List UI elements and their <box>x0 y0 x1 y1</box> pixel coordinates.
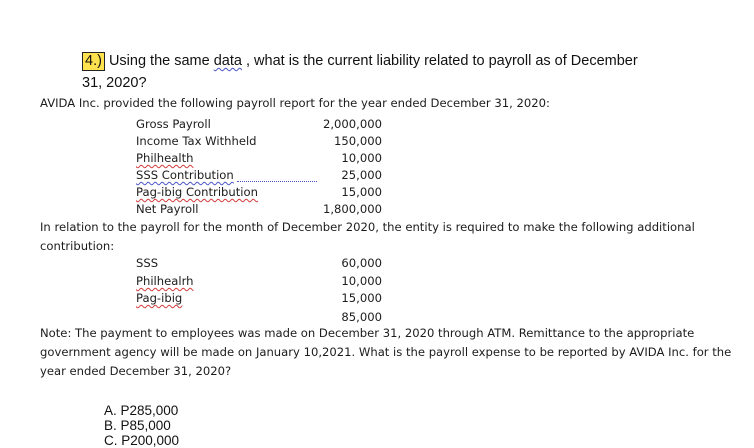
additional-label-philhealth: Philhealrh <box>136 274 194 288</box>
payroll-value-philhealth: 10,000 <box>341 151 382 165</box>
question-text-part1: Using the same <box>104 53 214 69</box>
additional-label-sss: SSS <box>136 256 159 270</box>
additional-label-pag-ibig: Pag-ibig <box>136 291 183 305</box>
additional-total: 85,000 <box>341 310 382 324</box>
payroll-value-gross: 2,000,000 <box>322 117 382 131</box>
question-text-part2: , what is the current liability related to payroll as of December <box>241 53 638 69</box>
payroll-label-philhealth: Philhealth <box>136 151 194 165</box>
choice-a[interactable]: A. P285,000 <box>104 403 179 418</box>
payroll-label-gross: Gross Payroll <box>136 117 211 131</box>
payroll-value-pag-ibig: 15,000 <box>341 185 382 199</box>
payroll-value-sss: 25,000 <box>341 168 382 182</box>
note-text: Note: The payment to employees was made on December 31, 2020 through ATM. Remittance to the appropriate government agency will be made on January 10,2021. What is the payroll expense to be reported by AVIDA Inc. for the year ended December 31, 2020? <box>40 326 732 378</box>
payroll-label-pag-ibig: Pag-ibig Contribution <box>136 185 258 199</box>
question-number: 4.) <box>82 52 105 71</box>
additional-value-sss: 60,000 <box>341 256 382 270</box>
additional-value-philhealth: 10,000 <box>341 274 382 288</box>
payroll-label-income-tax: Income Tax Withheld <box>136 134 257 148</box>
choice-b[interactable]: B. P85,000 <box>104 418 171 433</box>
relation-text: In relation to the payroll for the month of December 2020, the entity is required to make the following additional contribution: <box>40 220 695 253</box>
payroll-label-net: Net Payroll <box>136 202 199 216</box>
choice-c[interactable]: C. P200,000 <box>104 433 180 448</box>
payroll-value-income-tax: 150,000 <box>334 134 382 148</box>
payroll-label-sss <box>136 168 317 182</box>
additional-value-pag-ibig: 15,000 <box>341 291 382 305</box>
payroll-value-net: 1,800,000 <box>322 202 382 216</box>
question-data-word: data <box>213 53 242 69</box>
sss-squiggle-line <box>237 181 317 182</box>
payroll-label-sss-text: SSS Contribution <box>136 168 234 182</box>
question-line-2: 31, 2020? <box>82 75 147 91</box>
intro-text: AVIDA Inc. provided the following payroll report for the year ended December 31, 2020: <box>40 96 550 110</box>
question-line-1 <box>82 52 638 71</box>
